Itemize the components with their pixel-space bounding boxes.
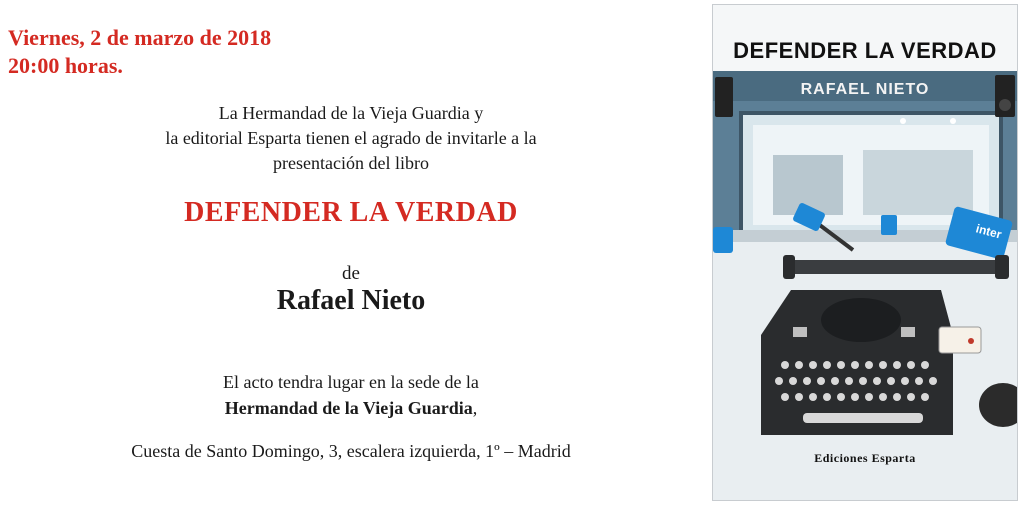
cover-illustration: [713, 5, 1017, 500]
cover-author: RAFAEL NIETO: [800, 81, 930, 98]
by-label: de: [342, 263, 360, 284]
intro-line-3: presentación del libro: [273, 153, 429, 173]
venue-address: Cuesta de Santo Domingo, 3, escalera izquierda, 1º – Madrid: [131, 441, 571, 461]
venue-line-2: [60, 395, 642, 421]
ceiling-light: [900, 118, 906, 124]
desk-device: [939, 327, 981, 353]
typewriter-badge: [793, 327, 807, 337]
event-time: 20:00 horas.: [8, 53, 123, 78]
typewriter-badge: [901, 327, 915, 337]
intro-line-2: la editorial Esparta tienen el agrado de invitarle a la: [165, 128, 537, 148]
event-date-block: [8, 24, 271, 80]
carriage-knob: [783, 255, 795, 279]
intro-line-1: La Hermandad de la Vieja Guardia y: [218, 103, 484, 123]
author-name: Rafael Nieto: [276, 285, 426, 316]
speaker-cone: [999, 99, 1011, 111]
event-date: Viernes, 2 de marzo de 2018: [8, 25, 272, 50]
control-room-desk: [863, 150, 973, 215]
carriage-knob: [995, 255, 1009, 279]
invitation-intro: [60, 101, 642, 176]
venue-block: [60, 369, 642, 421]
microphone-center: [881, 215, 897, 235]
device-button: [968, 338, 974, 344]
typewriter-spacebar: [803, 413, 923, 423]
cover-title: DEFENDER LA VERDAD: [733, 38, 997, 63]
venue-comma: ,: [472, 398, 478, 418]
typewriter-carriage: [785, 260, 1005, 274]
book-cover: [712, 4, 1018, 501]
venue-line-1: El acto tendra lugar en la sede de la: [223, 372, 479, 392]
mic-brand-label: inter: [974, 221, 1004, 242]
cover-publisher: Ediciones Esparta: [814, 451, 916, 465]
microphone-left: [713, 227, 733, 253]
book-title: DEFENDER LA VERDAD: [184, 197, 518, 228]
ceiling-light: [950, 118, 956, 124]
venue-name: Hermandad de la Vieja Guardia: [224, 398, 473, 418]
typebar-basket: [821, 298, 901, 342]
